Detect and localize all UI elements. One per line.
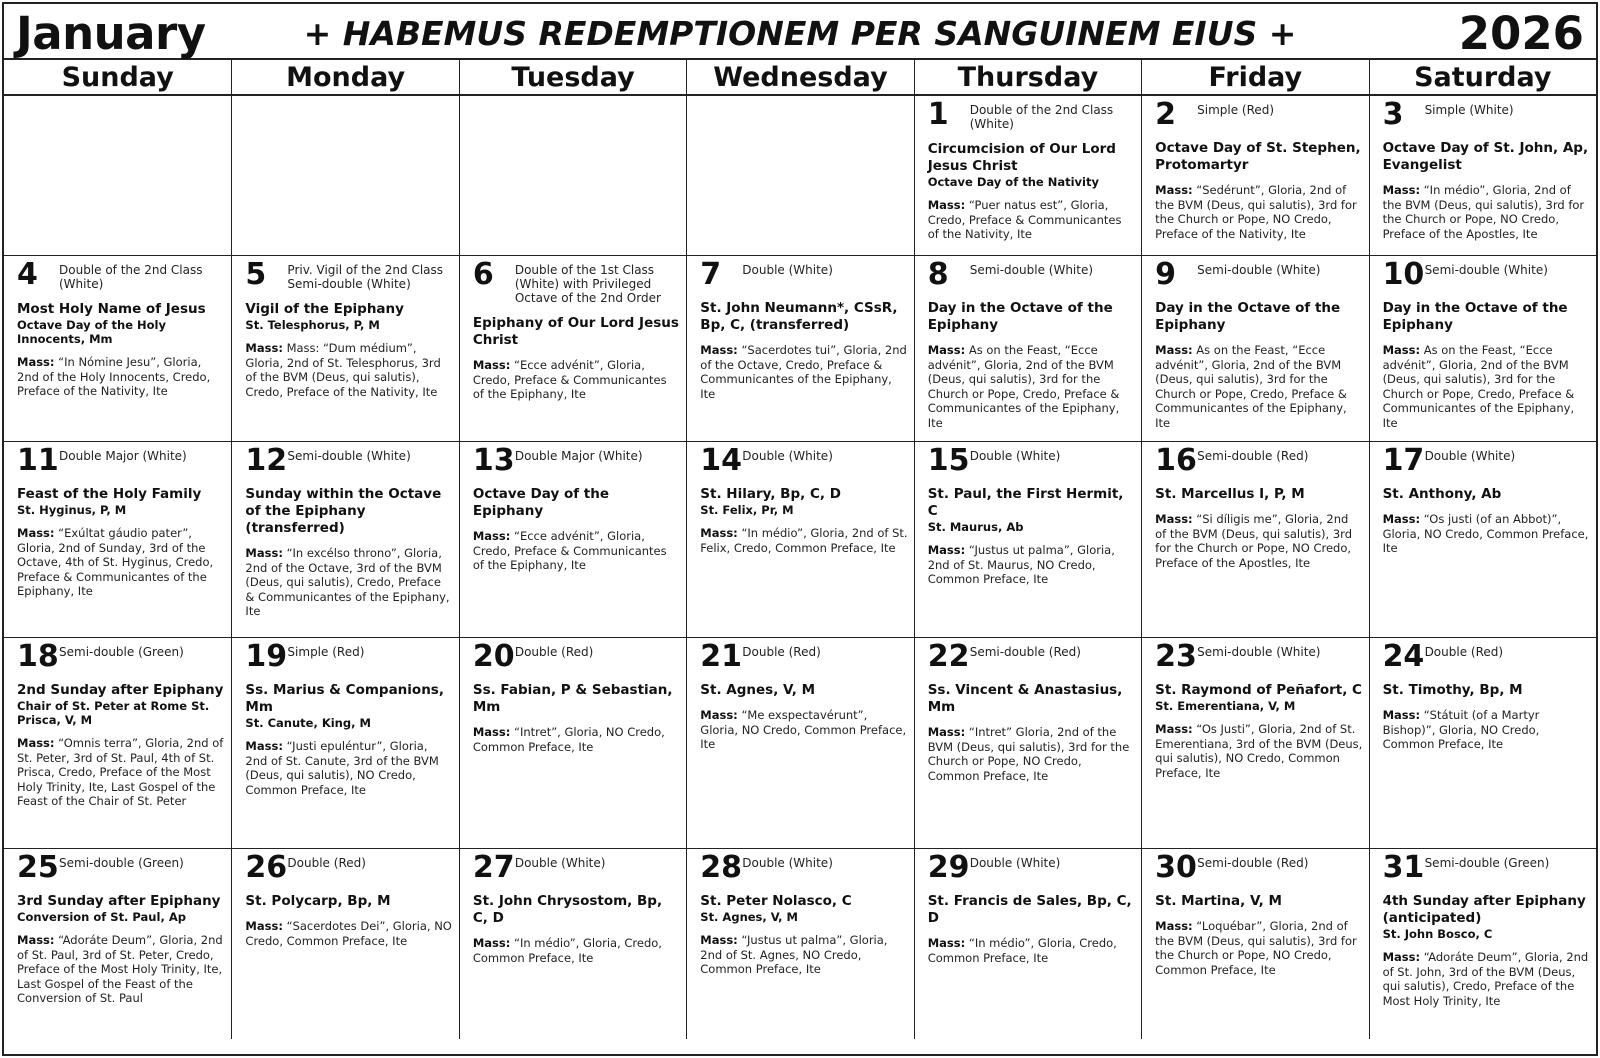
feast-title: St. Martina, V, M (1155, 893, 1282, 909)
mass-propers (1383, 708, 1590, 752)
commemoration: Octave Day of the Nativity (927, 175, 1099, 189)
weekday-sunday: Sunday (61, 62, 174, 93)
mass-text: “Puer natus est”, Gloria, Credo, Preface & Communicantes of the Nativity, Ite (927, 198, 1122, 241)
mass-propers (17, 526, 225, 599)
feast-title: St. Raymond of Peñafort, C (1155, 682, 1362, 698)
mass-text: “Sacerdotes tui”, Gloria, 2nd of the Octave, Credo, Preface & Communicantes of the Epiphany, Ite (700, 343, 907, 401)
day-cell (1141, 96, 1368, 255)
mass-propers (1383, 183, 1590, 241)
month-grid (4, 96, 1596, 1054)
mass-text: As on the Feast, “Ecce advénit”, Gloria, 2nd of the BVM (Deus, qui salutis), 3rd for the Church or Pope, Credo, Preface & Communicantes of the Epiphany, Ite (1382, 343, 1575, 430)
mass-text: “In médio”, Gloria, 2nd of the BVM (Deus, qui salutis), 3rd for the Church or Pope, NO Credo, Preface of the Apostles, Ite (1382, 183, 1585, 241)
mass-text: “In médio”, Gloria, Credo, Common Preface, Ite (927, 936, 1117, 965)
day-number: 5 (245, 257, 267, 292)
liturgical-rank: Double Major (White) (59, 449, 187, 463)
mass-label: Mass: (927, 936, 966, 950)
mass-text: “Os justi (of an Abbot)”, Gloria, NO Credo, Common Preface, Ite (1382, 512, 1589, 555)
day-header (1382, 850, 1590, 885)
mass-label: Mass: (472, 725, 511, 739)
day-number: 26 (245, 850, 288, 885)
day-header (1155, 850, 1362, 885)
day-cell (686, 637, 913, 848)
liturgical-rank: Double of the 1st Class (White) with Privileged Octave of the 2nd Order (514, 263, 661, 305)
day-header (1155, 443, 1362, 478)
mass-label: Mass: (245, 739, 283, 753)
mass-text: As on the Feast, “Ecce advénit”, Gloria, 2nd of the BVM (Deus, qui salutis), 3rd for the Church or Pope, Credo, Preface & Communicantes of the Epiphany, Ite (1155, 343, 1347, 430)
day-number: 23 (1155, 639, 1197, 674)
mass-label: Mass: (1155, 183, 1193, 197)
mass-text: “Intret” Gloria, 2nd of the BVM (Deus, qui salutis), 3rd for the Church or Pope, NO Credo, Common Preface, Ite (927, 725, 1130, 783)
day-number: 3 (1382, 97, 1404, 132)
feast-title: 2nd Sunday after Epiphany (17, 682, 224, 698)
day-cell (231, 637, 458, 848)
day-header (245, 850, 452, 885)
day-header (700, 639, 907, 674)
mass-text: “Justi epuléntur”, Gloria, 2nd of St. Canute, 3rd of the BVM (Deus, qui salutis), NO Credo, Common Preface, Ite (245, 739, 439, 797)
day-number: 15 (927, 443, 970, 478)
mass-propers (245, 546, 452, 619)
feast-title: St. John Neumann*, CSsR, Bp, C, (transferred) (700, 300, 898, 333)
mass-label: Mass: (927, 198, 966, 212)
mass-text: “Omnis terra”, Gloria, 2nd of St. Peter, 3rd of St. Paul, 4th of St. Prisca, Credo, Preface of the Most Holy Trinity, Ite, Last Gospel of the Feast of the Chair of St. Peter (17, 736, 224, 808)
day-header (472, 639, 680, 674)
commemoration: St. Emerentiana, V, M (1155, 699, 1296, 713)
mass-label: Mass: (927, 543, 966, 557)
liturgical-rank: Semi-double (Red) (1197, 449, 1309, 463)
mass-label: Mass: (1382, 708, 1421, 722)
mass-label: Mass: (700, 933, 738, 947)
day-header (472, 257, 680, 305)
feast-title: St. John Chrysostom, Bp, C, D (472, 893, 663, 926)
day-header (17, 850, 225, 885)
mass-propers (700, 526, 907, 555)
mass-propers (928, 725, 1135, 783)
commemoration: St. Hyginus, P, M (17, 503, 127, 517)
day-cell (686, 255, 913, 441)
mass-propers (1383, 950, 1590, 1008)
mass-text: “Justus ut palma”, Gloria, 2nd of St. Maurus, NO Credo, Common Preface, Ite (927, 543, 1115, 586)
feast-title: Circumcision of Our Lord Jesus Christ (927, 141, 1116, 174)
weekday-monday: Monday (231, 60, 458, 96)
mass-label: Mass: (17, 526, 55, 540)
day-number: 11 (17, 443, 59, 478)
weekday-friday: Friday (1141, 60, 1368, 96)
day-header (927, 97, 1135, 132)
month-title: January (16, 7, 206, 60)
mass-text: “In médio”, Gloria, 2nd of St. Felix, Credo, Common Preface, Ite (700, 526, 908, 555)
liturgical-rank: Double (White) (969, 856, 1061, 870)
mass-propers (17, 933, 225, 1006)
day-cell (1369, 255, 1596, 441)
mass-label: Mass: (245, 919, 283, 933)
liturgical-rank: Double (Red) (742, 645, 821, 659)
mass-label: Mass: (245, 341, 283, 355)
title-bar (4, 4, 1596, 60)
weekday-saturday: Saturday (1369, 60, 1596, 96)
mass-propers (700, 933, 907, 977)
day-number: 10 (1382, 257, 1425, 292)
day-number: 25 (17, 850, 59, 885)
day-cell (1369, 96, 1596, 255)
feast-title: St. Agnes, V, M (700, 682, 815, 698)
day-header (927, 257, 1135, 292)
day-number: 20 (472, 639, 515, 674)
liturgical-rank: Double (White) (1424, 449, 1516, 463)
day-header (245, 443, 452, 478)
liturgical-rank: Semi-double (White) (1197, 263, 1321, 277)
commemoration: St. Agnes, V, M (700, 910, 799, 924)
day-cell (4, 255, 231, 441)
day-number: 7 (700, 257, 722, 292)
feast-title: Vigil of the Epiphany (245, 301, 404, 317)
feast-title: St. Timothy, Bp, M (1382, 682, 1523, 698)
mass-label: Mass: (1155, 919, 1193, 933)
day-header (17, 639, 225, 674)
mass-propers (245, 341, 452, 399)
mass-text: “In excélso throno”, Gloria, 2nd of the Octave, 3rd of the BVM (Deus, qui salutis), Credo, Preface & Communicantes of the Epiphany, Ite (245, 546, 450, 618)
commemoration: Conversion of St. Paul, Ap (17, 910, 186, 924)
day-cell (1141, 441, 1368, 637)
day-header (927, 443, 1135, 478)
day-number: 13 (472, 443, 515, 478)
day-cell (1141, 848, 1368, 1039)
feast-title: St. Marcellus I, P, M (1155, 486, 1305, 502)
feast-title: Feast of the Holy Family (17, 486, 202, 502)
mass-propers (1155, 722, 1362, 780)
mass-text: Mass: “Dum médium”, Gloria, 2nd of St. Telesphorus, 3rd of the BVM (Deus, qui salutis), Credo, Preface of the Nativity, Ite (245, 341, 441, 399)
liturgical-rank: Double (White) (514, 856, 606, 870)
commemoration: St. Telesphorus, P, M (245, 318, 380, 332)
mass-text: “In Nómine Jesu”, Gloria, 2nd of the Holy Innocents, Credo, Preface of the Nativity, Ite (17, 355, 211, 398)
weekday-tuesday: Tuesday (459, 60, 686, 96)
liturgical-rank: Double (White) (742, 449, 833, 463)
feast-title: Most Holy Name of Jesus (17, 301, 206, 317)
mass-propers (928, 198, 1135, 242)
liturgical-rank: Priv. Vigil of the 2nd Class Semi-double (White) (287, 263, 444, 291)
day-number: 18 (17, 639, 59, 674)
mass-propers (1383, 343, 1590, 430)
mass-text: “Adoráte Deum”, Gloria, 2nd of St. John, 3rd of the BVM (Deus, qui salutis), Credo, Preface of the Most Holy Trinity, Ite (1382, 950, 1589, 1008)
day-cell (459, 637, 686, 848)
mass-propers (1155, 183, 1362, 241)
mass-text: “Justus ut palma”, Gloria, 2nd of St. Agnes, NO Credo, Common Preface, Ite (700, 933, 888, 976)
day-header (1382, 443, 1590, 478)
day-number: 6 (472, 257, 494, 292)
liturgical-rank: Simple (Red) (287, 645, 365, 659)
mass-propers (473, 529, 680, 573)
liturgical-rank: Semi-double (Green) (59, 645, 184, 659)
liturgical-rank: Semi-double (Red) (1197, 856, 1309, 870)
day-cell (686, 441, 913, 637)
day-header (245, 257, 452, 292)
feast-title: Octave Day of St. John, Ap, Evangelist (1382, 140, 1589, 173)
day-cell (459, 848, 686, 1039)
day-number: 8 (927, 257, 949, 292)
feast-title: Octave Day of the Epiphany (472, 486, 610, 519)
feast-title: Ss. Marius & Companions, Mm (245, 682, 444, 715)
commemoration: St. John Bosco, C (1382, 927, 1493, 941)
mass-label: Mass: (1382, 512, 1421, 526)
liturgical-rank: Semi-double (White) (287, 449, 411, 463)
day-cell (459, 441, 686, 637)
mass-label: Mass: (472, 358, 511, 372)
mass-text: “Adoráte Deum”, Gloria, 2nd of St. Paul, 3rd of St. Peter, Credo, Preface of the Most Holy Trinity, Ite, Last Gospel of the Feast of the Conversion of St. Paul (17, 933, 223, 1005)
mass-propers (700, 708, 907, 752)
mass-propers (17, 736, 225, 809)
mass-text: “Exúltat gáudio pater”, Gloria, 2nd of Sunday, 3rd of the Octave, 4th of St. Hyginus, Credo, Preface & Communicantes of the Epiphany, Ite (17, 526, 214, 598)
liturgical-rank: Double (White) (742, 856, 833, 870)
liturgical-rank: Double of the 2nd Class (White) (59, 263, 203, 291)
day-number: 29 (927, 850, 970, 885)
liturgical-rank: Simple (White) (1424, 103, 1514, 117)
day-cell (459, 255, 686, 441)
day-header (1155, 97, 1362, 132)
day-number: 17 (1382, 443, 1425, 478)
day-header (1155, 257, 1362, 292)
liturgical-rank: Double (Red) (287, 856, 366, 870)
day-number: 22 (927, 639, 970, 674)
mass-text: “Os Justi”, Gloria, 2nd of St. Emerentiana, 3rd of the BVM (Deus, qui salutis), NO Credo, Common Preface, Ite (1155, 722, 1363, 780)
weekday-header-row (4, 60, 1596, 96)
mass-label: Mass: (472, 936, 511, 950)
mass-text: “Sacerdotes Dei”, Gloria, NO Credo, Common Preface, Ite (245, 919, 452, 948)
day-cell (4, 637, 231, 848)
day-cell (1141, 637, 1368, 848)
calendar-page (2, 2, 1598, 1056)
day-cell (4, 441, 231, 637)
day-number: 14 (700, 443, 743, 478)
mass-propers (245, 739, 452, 797)
feast-title: Octave Day of St. Stephen, Protomartyr (1155, 140, 1361, 173)
liturgical-rank: Double (White) (742, 263, 833, 277)
mass-propers (473, 936, 680, 965)
liturgical-rank: Semi-double (White) (1424, 263, 1548, 277)
commemoration: St. Felix, Pr, M (700, 503, 794, 517)
liturgical-rank: Double (White) (969, 449, 1061, 463)
feast-title: Day in the Octave of the Epiphany (927, 300, 1113, 333)
day-number: 24 (1382, 639, 1425, 674)
feast-title: St. Hilary, Bp, C, D (700, 486, 841, 502)
liturgical-rank: Semi-double (Red) (969, 645, 1081, 659)
day-number: 30 (1155, 850, 1197, 885)
mass-text: “Sedérunt”, Gloria, 2nd of the BVM (Deus, qui salutis), 3rd for the Church or Pope, NO Credo, Preface of the Nativity, Ite (1155, 183, 1357, 241)
day-header (17, 443, 225, 478)
liturgical-rank: Semi-double (White) (969, 263, 1094, 277)
commemoration: Chair of St. Peter at Rome St. Prisca, V, M (17, 699, 210, 727)
mass-label: Mass: (927, 725, 966, 739)
day-header (1382, 97, 1590, 132)
feast-title: St. Anthony, Ab (1382, 486, 1502, 502)
weekday-thursday: Thursday (914, 60, 1141, 96)
commemoration: Octave Day of the Holy Innocents, Mm (17, 318, 166, 346)
commemoration: St. Maurus, Ab (927, 520, 1024, 534)
day-cell (914, 96, 1141, 255)
day-cell (914, 255, 1141, 441)
mass-label: Mass: (472, 529, 511, 543)
day-cell (686, 848, 913, 1039)
year-label: 2026 (1458, 7, 1584, 60)
feast-title: Epiphany of Our Lord Jesus Christ (472, 315, 679, 348)
day-header (245, 639, 452, 674)
day-number: 9 (1155, 257, 1177, 292)
feast-title: St. Peter Nolasco, C (700, 893, 852, 909)
mass-propers (473, 358, 680, 402)
liturgical-rank: Double of the 2nd Class (White) (969, 103, 1114, 131)
day-cell (1369, 637, 1596, 848)
mass-label: Mass: (927, 343, 966, 357)
feast-title: Ss. Fabian, P & Sebastian, Mm (472, 682, 673, 715)
mass-propers (700, 343, 907, 401)
liturgical-rank: Semi-double (Green) (1424, 856, 1550, 870)
mass-text: As on the Feast, “Ecce advénit”, Gloria, 2nd of the BVM (Deus, qui salutis), 3rd for the Church or Pope, Credo, Preface & Communicantes of the Epiphany, Ite (927, 343, 1120, 430)
mass-propers (1155, 512, 1362, 570)
mass-propers (17, 355, 225, 399)
feast-title: 3rd Sunday after Epiphany (17, 893, 221, 909)
mass-text: “Státuit (of a Martyr Bishop)”, Gloria, NO Credo, Common Preface, Ite (1382, 708, 1540, 751)
day-number: 16 (1155, 443, 1197, 478)
mass-label: Mass: (1155, 512, 1193, 526)
mass-label: Mass: (17, 736, 55, 750)
feast-title: Ss. Vincent & Anastasius, Mm (927, 682, 1123, 715)
mass-propers (1155, 919, 1362, 977)
weekday-wednesday: Wednesday (686, 60, 913, 96)
day-cell (1369, 848, 1596, 1039)
mass-propers (245, 919, 452, 948)
liturgical-rank: Double (Red) (514, 645, 594, 659)
day-header (700, 850, 907, 885)
mass-propers (928, 343, 1135, 430)
liturgical-rank: Semi-double (White) (1197, 645, 1321, 659)
mass-label: Mass: (700, 526, 738, 540)
day-header (927, 639, 1135, 674)
mass-label: Mass: (700, 708, 738, 722)
day-cell (1369, 441, 1596, 637)
mass-propers (928, 543, 1135, 587)
mass-propers (928, 936, 1135, 965)
mass-label: Mass: (700, 343, 738, 357)
mass-text: “Loquébar”, Gloria, 2nd of the BVM (Deus, qui salutis), 3rd for the Church or Pope, NO Credo, Common Preface, Ite (1155, 919, 1357, 977)
day-header (17, 257, 225, 292)
feast-title: Day in the Octave of the Epiphany (1155, 300, 1341, 333)
mass-label: Mass: (17, 933, 55, 947)
mass-text: “Ecce advénit”, Gloria, Credo, Preface & Communicantes of the Epiphany, Ite (472, 529, 667, 572)
day-number: 19 (245, 639, 288, 674)
feast-title: St. Polycarp, Bp, M (245, 893, 391, 909)
day-header (927, 850, 1135, 885)
mass-text: “Ecce advénit”, Gloria, Credo, Preface & Communicantes of the Epiphany, Ite (472, 358, 667, 401)
day-cell (231, 255, 458, 441)
mass-text: “Me exspectavérunt”, Gloria, NO Credo, Common Preface, Ite (700, 708, 907, 751)
day-cell (4, 848, 231, 1039)
empty-day-cell (231, 96, 458, 255)
day-number: 28 (700, 850, 743, 885)
feast-title: Day in the Octave of the Epiphany (1382, 300, 1568, 333)
empty-day-cell (459, 96, 686, 255)
mass-label: Mass: (1155, 343, 1193, 357)
mass-propers (1383, 512, 1590, 556)
mass-label: Mass: (17, 355, 55, 369)
mass-text: “Intret”, Gloria, NO Credo, Common Preface, Ite (472, 725, 665, 754)
day-cell (1141, 255, 1368, 441)
day-header (700, 257, 907, 292)
liturgical-rank: Simple (Red) (1197, 103, 1275, 117)
day-number: 2 (1155, 97, 1177, 132)
day-cell (914, 637, 1141, 848)
day-cell (914, 441, 1141, 637)
liturgical-rank: Semi-double (Green) (59, 856, 184, 870)
day-header (700, 443, 907, 478)
day-number: 21 (700, 639, 743, 674)
day-header (472, 443, 680, 478)
feast-title: St. Francis de Sales, Bp, C, D (927, 893, 1132, 926)
day-header (1382, 639, 1590, 674)
motto-banner: + HABEMUS REDEMPTIONEM PER SANGUINEM EIUS + (303, 14, 1297, 53)
day-header (1382, 257, 1590, 292)
day-cell (914, 848, 1141, 1039)
mass-label: Mass: (1382, 343, 1421, 357)
mass-text: “In médio”, Gloria, Credo, Common Preface, Ite (472, 936, 662, 965)
feast-title: St. Paul, the First Hermit, C (927, 486, 1124, 519)
liturgical-rank: Double (Red) (1424, 645, 1504, 659)
feast-title: Sunday within the Octave of the Epiphany (transferred) (245, 486, 442, 536)
liturgical-rank: Double Major (White) (514, 449, 643, 463)
mass-label: Mass: (1382, 950, 1421, 964)
mass-text: “Si díligis me”, Gloria, 2nd of the BVM (Deus, qui salutis), 3rd for the Church or Pope, NO Credo, Preface of the Apostles, Ite (1155, 512, 1352, 570)
feast-title: 4th Sunday after Epiphany (anticipated) (1382, 893, 1586, 926)
day-number: 1 (927, 97, 949, 132)
day-number: 4 (17, 257, 38, 292)
empty-day-cell (686, 96, 913, 255)
empty-day-cell (4, 96, 231, 255)
day-header (472, 850, 680, 885)
mass-label: Mass: (1382, 183, 1421, 197)
day-cell (231, 848, 458, 1039)
day-number: 12 (245, 443, 288, 478)
day-number: 27 (472, 850, 515, 885)
day-header (1155, 639, 1362, 674)
day-number: 31 (1382, 850, 1425, 885)
mass-label: Mass: (245, 546, 283, 560)
mass-label: Mass: (1155, 722, 1193, 736)
mass-propers (473, 725, 680, 754)
mass-propers (1155, 343, 1362, 430)
day-cell (231, 441, 458, 637)
commemoration: St. Canute, King, M (245, 716, 371, 730)
